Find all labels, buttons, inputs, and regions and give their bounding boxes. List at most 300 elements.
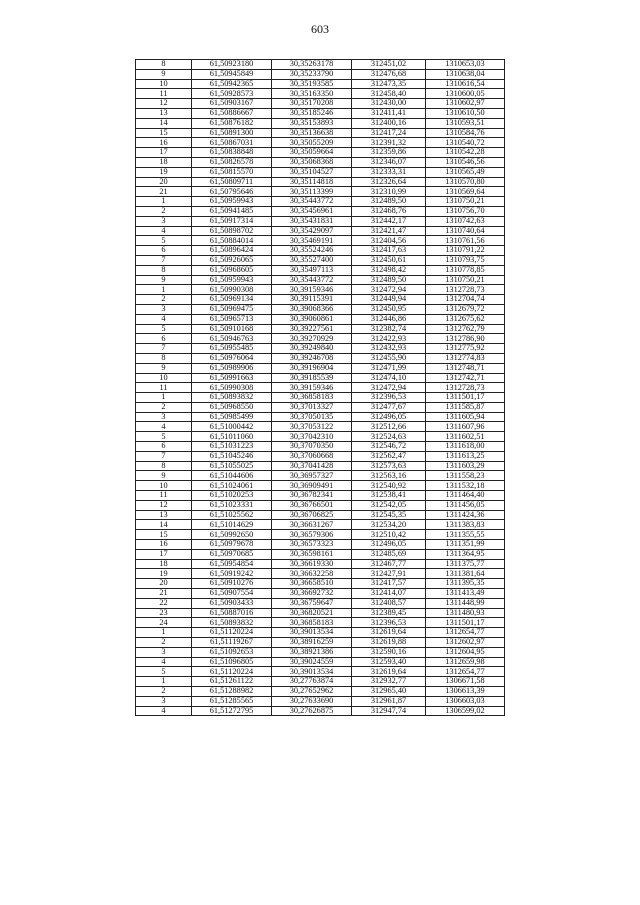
latitude-cell: 61,50991663: [192, 373, 272, 383]
x-coordinate-cell: 312485,69: [352, 549, 426, 559]
latitude-cell: 61,50876182: [192, 118, 272, 128]
latitude-cell: 61,51014629: [192, 520, 272, 530]
y-coordinate-cell: 1312748,71: [426, 363, 505, 373]
y-coordinate-cell: 1312659,98: [426, 657, 505, 667]
x-coordinate-cell: 312593,40: [352, 657, 426, 667]
table-row: [136, 540, 505, 550]
latitude-cell: 61,50867031: [192, 138, 272, 148]
y-coordinate-cell: 1306599,02: [426, 706, 505, 716]
point-number-cell: 2: [136, 295, 192, 305]
latitude-cell: 61,51031223: [192, 442, 272, 452]
table-row: [136, 79, 505, 89]
table-row: [136, 187, 505, 197]
table-row: [136, 451, 505, 461]
x-coordinate-cell: 312489,50: [352, 275, 426, 285]
table-row: [136, 69, 505, 79]
point-number-cell: 16: [136, 540, 192, 550]
longitude-cell: 30,36631267: [272, 520, 352, 530]
x-coordinate-cell: 312468,76: [352, 206, 426, 216]
table-row: [136, 246, 505, 256]
table-row: [136, 108, 505, 118]
point-number-cell: 4: [136, 226, 192, 236]
table-row: [136, 89, 505, 99]
y-coordinate-cell: 1312654,77: [426, 628, 505, 638]
longitude-cell: 30,39013534: [272, 667, 352, 677]
x-coordinate-cell: 312961,87: [352, 696, 426, 706]
x-coordinate-cell: 312400,16: [352, 118, 426, 128]
y-coordinate-cell: 1311413,49: [426, 589, 505, 599]
table-row: [136, 696, 505, 706]
point-number-cell: 11: [136, 491, 192, 501]
point-number-cell: 6: [136, 334, 192, 344]
point-number-cell: 9: [136, 363, 192, 373]
latitude-cell: 61,50968550: [192, 402, 272, 412]
x-coordinate-cell: 312932,77: [352, 677, 426, 687]
latitude-cell: 61,50903433: [192, 598, 272, 608]
latitude-cell: 61,50919242: [192, 569, 272, 579]
longitude-cell: 30,36598161: [272, 549, 352, 559]
x-coordinate-cell: 312359,86: [352, 148, 426, 158]
latitude-cell: 61,51055025: [192, 461, 272, 471]
table-row: [136, 432, 505, 442]
x-coordinate-cell: 312477,67: [352, 402, 426, 412]
latitude-cell: 61,50992650: [192, 530, 272, 540]
longitude-cell: 30,39115391: [272, 295, 352, 305]
x-coordinate-cell: 312619,64: [352, 628, 426, 638]
table-row: [136, 216, 505, 226]
y-coordinate-cell: 1312775,92: [426, 344, 505, 354]
x-coordinate-cell: 312411,41: [352, 108, 426, 118]
x-coordinate-cell: 312524,63: [352, 432, 426, 442]
table-row: [136, 138, 505, 148]
latitude-cell: 61,50945849: [192, 69, 272, 79]
x-coordinate-cell: 312396,53: [352, 618, 426, 628]
table-row: [136, 559, 505, 569]
table-row: [136, 647, 505, 657]
latitude-cell: 61,51044606: [192, 471, 272, 481]
x-coordinate-cell: 312333,31: [352, 167, 426, 177]
table-row: [136, 157, 505, 167]
point-number-cell: 23: [136, 608, 192, 618]
x-coordinate-cell: 312427,91: [352, 569, 426, 579]
x-coordinate-cell: 312965,40: [352, 687, 426, 697]
longitude-cell: 30,37041428: [272, 461, 352, 471]
point-number-cell: 9: [136, 275, 192, 285]
latitude-cell: 61,50976064: [192, 353, 272, 363]
y-coordinate-cell: 1312604,95: [426, 647, 505, 657]
point-number-cell: 4: [136, 422, 192, 432]
table-row: [136, 373, 505, 383]
longitude-cell: 30,36573323: [272, 540, 352, 550]
x-coordinate-cell: 312458,40: [352, 89, 426, 99]
longitude-cell: 30,35059664: [272, 148, 352, 158]
longitude-cell: 30,35153893: [272, 118, 352, 128]
y-coordinate-cell: 1311364,95: [426, 549, 505, 559]
table-row: [136, 628, 505, 638]
y-coordinate-cell: 1306671,58: [426, 677, 505, 687]
point-number-cell: 7: [136, 344, 192, 354]
table-row: [136, 638, 505, 648]
point-number-cell: 5: [136, 667, 192, 677]
y-coordinate-cell: 1311558,23: [426, 471, 505, 481]
longitude-cell: 30,36957327: [272, 471, 352, 481]
longitude-cell: 30,39060861: [272, 314, 352, 324]
point-number-cell: 4: [136, 314, 192, 324]
x-coordinate-cell: 312498,42: [352, 265, 426, 275]
point-number-cell: 3: [136, 696, 192, 706]
point-number-cell: 6: [136, 246, 192, 256]
table-row: [136, 491, 505, 501]
latitude-cell: 61,50926065: [192, 255, 272, 265]
latitude-cell: 61,50838848: [192, 148, 272, 158]
longitude-cell: 30,36759647: [272, 598, 352, 608]
table-row: [136, 579, 505, 589]
table-row: [136, 608, 505, 618]
x-coordinate-cell: 312496,05: [352, 412, 426, 422]
latitude-cell: 61,51023331: [192, 500, 272, 510]
x-coordinate-cell: 312450,95: [352, 304, 426, 314]
y-coordinate-cell: 1311603,29: [426, 461, 505, 471]
point-number-cell: 6: [136, 442, 192, 452]
y-coordinate-cell: 1310565,49: [426, 167, 505, 177]
latitude-cell: 61,50946763: [192, 334, 272, 344]
latitude-cell: 61,51024061: [192, 481, 272, 491]
longitude-cell: 30,36658510: [272, 579, 352, 589]
latitude-cell: 61,50959943: [192, 197, 272, 207]
y-coordinate-cell: 1311613,25: [426, 451, 505, 461]
table-row: [136, 598, 505, 608]
point-number-cell: 12: [136, 500, 192, 510]
latitude-cell: 61,50910276: [192, 579, 272, 589]
table-row: [136, 412, 505, 422]
x-coordinate-cell: 312542,05: [352, 500, 426, 510]
point-number-cell: 20: [136, 177, 192, 187]
x-coordinate-cell: 312417,57: [352, 579, 426, 589]
latitude-cell: 61,50985499: [192, 412, 272, 422]
table-row: [136, 206, 505, 216]
point-number-cell: 7: [136, 451, 192, 461]
y-coordinate-cell: 1311602,51: [426, 432, 505, 442]
y-coordinate-cell: 1311501,17: [426, 618, 505, 628]
table-row: [136, 197, 505, 207]
table-row: [136, 314, 505, 324]
point-number-cell: 1: [136, 285, 192, 295]
latitude-cell: 61,50970685: [192, 549, 272, 559]
table-row: [136, 226, 505, 236]
point-number-cell: 9: [136, 471, 192, 481]
latitude-cell: 61,50886667: [192, 108, 272, 118]
point-number-cell: 10: [136, 373, 192, 383]
longitude-cell: 30,27763874: [272, 677, 352, 687]
y-coordinate-cell: 1311464,40: [426, 491, 505, 501]
y-coordinate-cell: 1310542,28: [426, 148, 505, 158]
point-number-cell: 3: [136, 412, 192, 422]
y-coordinate-cell: 1312728,73: [426, 285, 505, 295]
y-coordinate-cell: 1311480,93: [426, 608, 505, 618]
longitude-cell: 30,39068366: [272, 304, 352, 314]
latitude-cell: 61,51011060: [192, 432, 272, 442]
point-number-cell: 1: [136, 197, 192, 207]
table-row: [136, 167, 505, 177]
y-coordinate-cell: 1310756,70: [426, 206, 505, 216]
longitude-cell: 30,35469191: [272, 236, 352, 246]
y-coordinate-cell: 1312602,97: [426, 638, 505, 648]
latitude-cell: 61,51020253: [192, 491, 272, 501]
point-number-cell: 12: [136, 99, 192, 109]
longitude-cell: 30,37013327: [272, 402, 352, 412]
longitude-cell: 30,39159346: [272, 285, 352, 295]
point-number-cell: 17: [136, 549, 192, 559]
latitude-cell: 61,50903167: [192, 99, 272, 109]
longitude-cell: 30,35524246: [272, 246, 352, 256]
table-row: [136, 549, 505, 559]
table-row: [136, 383, 505, 393]
point-number-cell: 8: [136, 353, 192, 363]
longitude-cell: 30,39024559: [272, 657, 352, 667]
latitude-cell: 61,51000442: [192, 422, 272, 432]
longitude-cell: 30,37042310: [272, 432, 352, 442]
longitude-cell: 30,35497113: [272, 265, 352, 275]
point-number-cell: 2: [136, 638, 192, 648]
y-coordinate-cell: 1310570,80: [426, 177, 505, 187]
latitude-cell: 61,50959943: [192, 275, 272, 285]
table-row: [136, 60, 505, 70]
longitude-cell: 30,35136638: [272, 128, 352, 138]
x-coordinate-cell: 312573,63: [352, 461, 426, 471]
y-coordinate-cell: 1310616,54: [426, 79, 505, 89]
y-coordinate-cell: 1311448,99: [426, 598, 505, 608]
point-number-cell: 14: [136, 520, 192, 530]
x-coordinate-cell: 312414,07: [352, 589, 426, 599]
x-coordinate-cell: 312467,77: [352, 559, 426, 569]
point-number-cell: 18: [136, 157, 192, 167]
x-coordinate-cell: 312489,50: [352, 197, 426, 207]
latitude-cell: 61,51092653: [192, 647, 272, 657]
latitude-cell: 61,50815570: [192, 167, 272, 177]
latitude-cell: 61,51261122: [192, 677, 272, 687]
y-coordinate-cell: 1310742,63: [426, 216, 505, 226]
latitude-cell: 61,50923180: [192, 60, 272, 70]
y-coordinate-cell: 1312654,77: [426, 667, 505, 677]
y-coordinate-cell: 1312786,90: [426, 334, 505, 344]
point-number-cell: 21: [136, 187, 192, 197]
point-number-cell: 8: [136, 461, 192, 471]
latitude-cell: 61,51119267: [192, 638, 272, 648]
y-coordinate-cell: 1310791,22: [426, 246, 505, 256]
longitude-cell: 30,35113399: [272, 187, 352, 197]
y-coordinate-cell: 1310653,03: [426, 60, 505, 70]
x-coordinate-cell: 312417,63: [352, 246, 426, 256]
table-row: [136, 657, 505, 667]
x-coordinate-cell: 312442,17: [352, 216, 426, 226]
point-number-cell: 15: [136, 128, 192, 138]
x-coordinate-cell: 312408,57: [352, 598, 426, 608]
y-coordinate-cell: 1310584,76: [426, 128, 505, 138]
latitude-cell: 61,50917314: [192, 216, 272, 226]
point-number-cell: 3: [136, 647, 192, 657]
latitude-cell: 61,50941485: [192, 206, 272, 216]
point-number-cell: 5: [136, 324, 192, 334]
table-row: [136, 569, 505, 579]
table-row: [136, 471, 505, 481]
longitude-cell: 30,35443772: [272, 275, 352, 285]
point-number-cell: 13: [136, 108, 192, 118]
y-coordinate-cell: 1310546,56: [426, 157, 505, 167]
x-coordinate-cell: 312619,64: [352, 667, 426, 677]
table-row: [136, 344, 505, 354]
table-row: [136, 148, 505, 158]
page-number: 603: [311, 22, 329, 36]
point-number-cell: 2: [136, 206, 192, 216]
y-coordinate-cell: 1312742,71: [426, 373, 505, 383]
x-coordinate-cell: 312472,94: [352, 383, 426, 393]
longitude-cell: 30,36579306: [272, 530, 352, 540]
longitude-cell: 30,39159346: [272, 383, 352, 393]
table-row: [136, 706, 505, 716]
x-coordinate-cell: 312546,72: [352, 442, 426, 452]
y-coordinate-cell: 1306613,39: [426, 687, 505, 697]
latitude-cell: 61,51288982: [192, 687, 272, 697]
latitude-cell: 61,50965713: [192, 314, 272, 324]
table-row: [136, 363, 505, 373]
x-coordinate-cell: 312510,42: [352, 530, 426, 540]
x-coordinate-cell: 312590,16: [352, 647, 426, 657]
y-coordinate-cell: 1310602,97: [426, 99, 505, 109]
longitude-cell: 30,36706825: [272, 510, 352, 520]
y-coordinate-cell: 1311395,35: [426, 579, 505, 589]
table-row: [136, 500, 505, 510]
x-coordinate-cell: 312563,16: [352, 471, 426, 481]
point-number-cell: 8: [136, 265, 192, 275]
table-row: [136, 324, 505, 334]
latitude-cell: 61,50884014: [192, 236, 272, 246]
longitude-cell: 30,38916259: [272, 638, 352, 648]
table-row: [136, 530, 505, 540]
x-coordinate-cell: 312417,24: [352, 128, 426, 138]
coordinates-table: [135, 59, 505, 716]
y-coordinate-cell: 1311381,64: [426, 569, 505, 579]
x-coordinate-cell: 312496,05: [352, 540, 426, 550]
table-row: [136, 236, 505, 246]
latitude-cell: 61,50795646: [192, 187, 272, 197]
longitude-cell: 30,35456961: [272, 206, 352, 216]
latitude-cell: 61,51025562: [192, 510, 272, 520]
point-number-cell: 1: [136, 677, 192, 687]
longitude-cell: 30,35163350: [272, 89, 352, 99]
table-row: [136, 677, 505, 687]
point-number-cell: 4: [136, 657, 192, 667]
y-coordinate-cell: 1310638,04: [426, 69, 505, 79]
y-coordinate-cell: 1311501,17: [426, 393, 505, 403]
x-coordinate-cell: 312422,93: [352, 334, 426, 344]
x-coordinate-cell: 312326,64: [352, 177, 426, 187]
table-row: [136, 667, 505, 677]
longitude-cell: 30,37053122: [272, 422, 352, 432]
longitude-cell: 30,35055209: [272, 138, 352, 148]
point-number-cell: 24: [136, 618, 192, 628]
x-coordinate-cell: 312382,74: [352, 324, 426, 334]
longitude-cell: 30,27633690: [272, 696, 352, 706]
x-coordinate-cell: 312545,35: [352, 510, 426, 520]
latitude-cell: 61,50979678: [192, 540, 272, 550]
y-coordinate-cell: 1310569,64: [426, 187, 505, 197]
longitude-cell: 30,35431831: [272, 216, 352, 226]
latitude-cell: 61,50989906: [192, 363, 272, 373]
table-row: [136, 402, 505, 412]
longitude-cell: 30,39196904: [272, 363, 352, 373]
table-row: [136, 99, 505, 109]
point-number-cell: 1: [136, 393, 192, 403]
y-coordinate-cell: 1310600,05: [426, 89, 505, 99]
point-number-cell: 5: [136, 236, 192, 246]
y-coordinate-cell: 1311532,18: [426, 481, 505, 491]
point-number-cell: 14: [136, 118, 192, 128]
point-number-cell: 5: [136, 432, 192, 442]
latitude-cell: 61,50942365: [192, 79, 272, 89]
x-coordinate-cell: 312540,92: [352, 481, 426, 491]
y-coordinate-cell: 1310778,85: [426, 265, 505, 275]
table-row: [136, 265, 505, 275]
x-coordinate-cell: 312512,66: [352, 422, 426, 432]
point-number-cell: 2: [136, 687, 192, 697]
longitude-cell: 30,36820521: [272, 608, 352, 618]
x-coordinate-cell: 312619,88: [352, 638, 426, 648]
x-coordinate-cell: 312391,32: [352, 138, 426, 148]
y-coordinate-cell: 1310610,50: [426, 108, 505, 118]
latitude-cell: 61,51285565: [192, 696, 272, 706]
latitude-cell: 61,50898702: [192, 226, 272, 236]
longitude-cell: 30,37060668: [272, 451, 352, 461]
latitude-cell: 61,50969134: [192, 295, 272, 305]
point-number-cell: 13: [136, 510, 192, 520]
longitude-cell: 30,35185246: [272, 108, 352, 118]
x-coordinate-cell: 312310,99: [352, 187, 426, 197]
longitude-cell: 30,36692732: [272, 589, 352, 599]
table-row: [136, 510, 505, 520]
x-coordinate-cell: 312446,86: [352, 314, 426, 324]
latitude-cell: 61,50907554: [192, 589, 272, 599]
table-row: [136, 295, 505, 305]
latitude-cell: 61,50955485: [192, 344, 272, 354]
y-coordinate-cell: 1312704,74: [426, 295, 505, 305]
point-number-cell: 19: [136, 569, 192, 579]
point-number-cell: 21: [136, 589, 192, 599]
table-row: [136, 481, 505, 491]
longitude-cell: 30,27652962: [272, 687, 352, 697]
table-row: [136, 334, 505, 344]
point-number-cell: 3: [136, 304, 192, 314]
point-number-cell: 18: [136, 559, 192, 569]
y-coordinate-cell: 1311375,77: [426, 559, 505, 569]
table-row: [136, 589, 505, 599]
x-coordinate-cell: 312396,53: [352, 393, 426, 403]
longitude-cell: 30,35104527: [272, 167, 352, 177]
longitude-cell: 30,27626875: [272, 706, 352, 716]
table-row: [136, 422, 505, 432]
y-coordinate-cell: 1312728,73: [426, 383, 505, 393]
point-number-cell: 2: [136, 402, 192, 412]
table-row: [136, 275, 505, 285]
table-row: [136, 128, 505, 138]
table-row: [136, 520, 505, 530]
y-coordinate-cell: 1310540,72: [426, 138, 505, 148]
y-coordinate-cell: 1312774,83: [426, 353, 505, 363]
table-row: [136, 461, 505, 471]
latitude-cell: 61,50826578: [192, 157, 272, 167]
y-coordinate-cell: 1310593,51: [426, 118, 505, 128]
y-coordinate-cell: 1311618,00: [426, 442, 505, 452]
y-coordinate-cell: 1311383,83: [426, 520, 505, 530]
